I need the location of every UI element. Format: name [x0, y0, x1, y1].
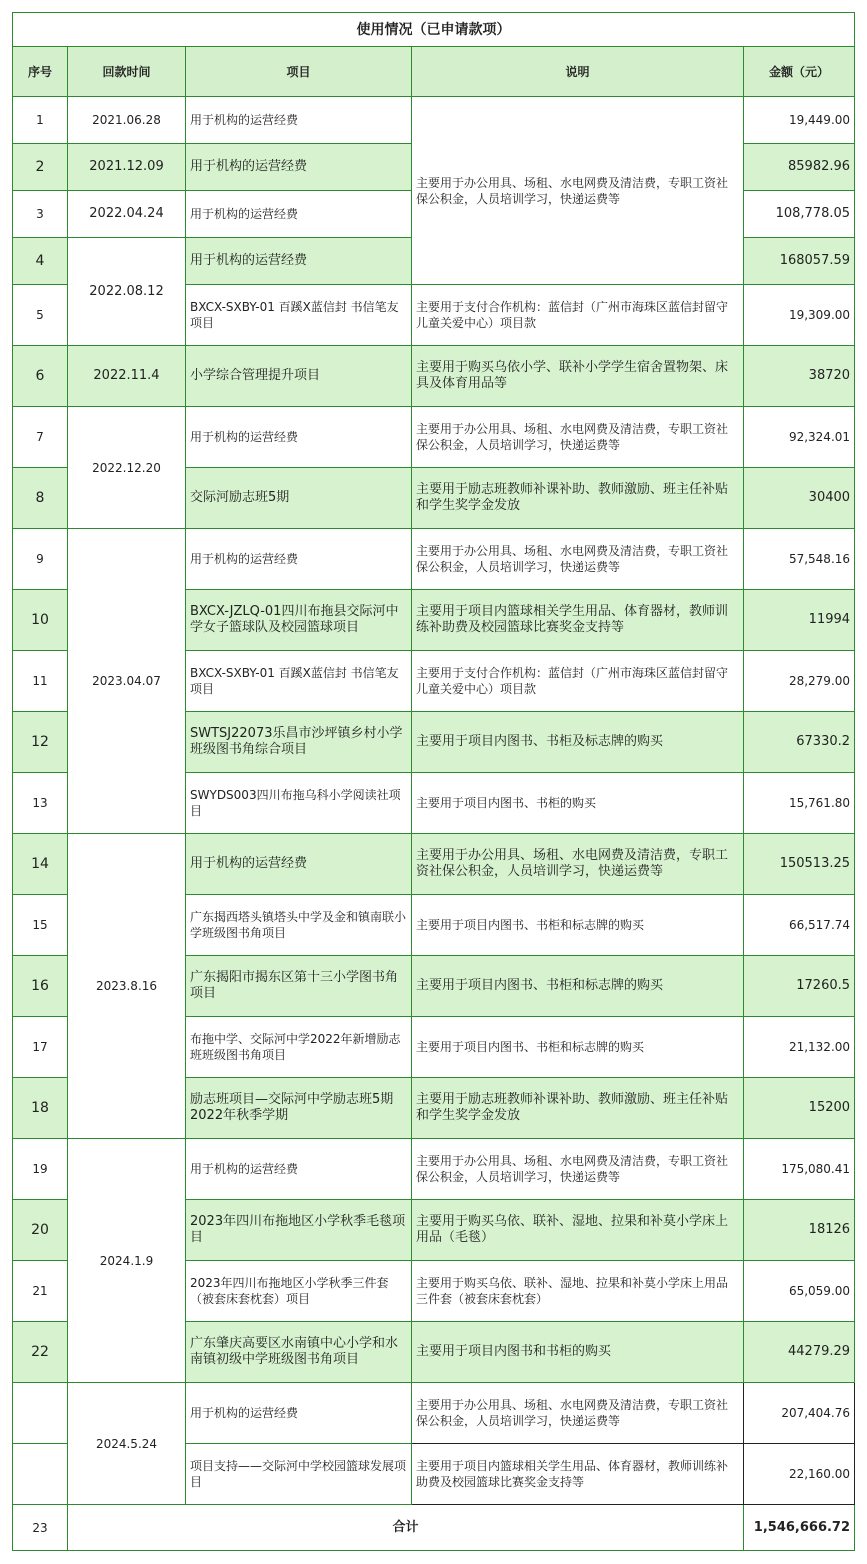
row-desc: 主要用于励志班教师补课补助、教师激励、班主任补贴和学生奖学金发放	[412, 1078, 744, 1139]
table-row	[13, 1383, 855, 1444]
row-desc: 主要用于办公用具、场租、水电网费及清洁费，专职工资社保公积金，人员培训学习，快递运费等	[412, 834, 744, 895]
total-no: 23	[13, 1505, 68, 1551]
row-date: 2022.12.20	[68, 407, 186, 529]
row-date: 2022.04.24	[68, 191, 186, 238]
row-date: 2024.1.9	[68, 1139, 186, 1383]
row-no: 12	[13, 712, 68, 773]
table-row	[13, 1139, 855, 1200]
row-desc: 主要用于支付合作机构：蓝信封（广州市海珠区蓝信封留守儿童关爱中心）项目款	[412, 285, 744, 346]
row-amount: 67330.2	[744, 712, 855, 773]
row-project: 用于机构的运营经费	[186, 834, 412, 895]
row-date: 2021.12.09	[68, 144, 186, 191]
row-project: 项目支持——交际河中学校园篮球发展项目	[186, 1444, 412, 1505]
row-date: 2021.06.28	[68, 97, 186, 144]
header-project: 项目	[186, 47, 412, 97]
row-no: 5	[13, 285, 68, 346]
row-desc: 主要用于项目内图书、书柜和标志牌的购买	[412, 956, 744, 1017]
row-amount: 207,404.76	[744, 1383, 855, 1444]
row-desc: 主要用于购买乌依、联补、湿地、拉果和补莫小学床上用品（毛毯）	[412, 1200, 744, 1261]
row-no: 14	[13, 834, 68, 895]
row-amount: 18126	[744, 1200, 855, 1261]
row-date: 2023.04.07	[68, 529, 186, 834]
row-project: 用于机构的运营经费	[186, 97, 412, 144]
row-no: 15	[13, 895, 68, 956]
row-amount: 30400	[744, 468, 855, 529]
table-title: 使用情况（已申请款项）	[13, 13, 855, 47]
row-amount: 168057.59	[744, 238, 855, 285]
row-project: BXCX-SXBY-01 百蹊X蓝信封 书信笔友项目	[186, 651, 412, 712]
row-no: 21	[13, 1261, 68, 1322]
row-amount: 15200	[744, 1078, 855, 1139]
table-row	[13, 97, 855, 144]
row-project: SWTSJ22073乐昌市沙坪镇乡村小学班级图书角综合项目	[186, 712, 412, 773]
total-label: 合计	[68, 1505, 744, 1551]
row-desc: 主要用于项目内篮球相关学生用品、体育器材，教师训练补助费及校园篮球比赛奖金支持等	[412, 590, 744, 651]
row-amount: 19,449.00	[744, 97, 855, 144]
row-no: 6	[13, 346, 68, 407]
row-project: 交际河励志班5期	[186, 468, 412, 529]
row-project: 用于机构的运营经费	[186, 1383, 412, 1444]
row-project: BXCX-JZLQ-01四川布拖县交际河中学女子篮球队及校园篮球项目	[186, 590, 412, 651]
row-amount: 17260.5	[744, 956, 855, 1017]
row-desc: 主要用于购买乌依小学、联补小学学生宿舍置物架、床具及体育用品等	[412, 346, 744, 407]
row-amount: 175,080.41	[744, 1139, 855, 1200]
total-row	[13, 1505, 855, 1551]
row-amount: 57,548.16	[744, 529, 855, 590]
row-no: 11	[13, 651, 68, 712]
header-desc: 说明	[412, 47, 744, 97]
row-amount: 85982.96	[744, 144, 855, 191]
row-amount: 19,309.00	[744, 285, 855, 346]
row-no: 20	[13, 1200, 68, 1261]
row-amount: 44279.29	[744, 1322, 855, 1383]
row-desc: 主要用于项目内图书、书柜的购买	[412, 773, 744, 834]
header-no: 序号	[13, 47, 68, 97]
row-project: 用于机构的运营经费	[186, 1139, 412, 1200]
usage-table	[12, 12, 855, 1551]
row-project: 用于机构的运营经费	[186, 407, 412, 468]
row-project: 广东揭西塔头镇塔头中学及金和镇南联小学班级图书角项目	[186, 895, 412, 956]
row-no: 18	[13, 1078, 68, 1139]
row-project: BXCX-SXBY-01 百蹊X蓝信封 书信笔友项目	[186, 285, 412, 346]
row-no: 9	[13, 529, 68, 590]
row-no: 7	[13, 407, 68, 468]
row-no: 2	[13, 144, 68, 191]
row-project: 用于机构的运营经费	[186, 529, 412, 590]
row-no: 4	[13, 238, 68, 285]
row-date: 2022.11.4	[68, 346, 186, 407]
row-desc: 主要用于项目内篮球相关学生用品、体育器材，教师训练补助费及校园篮球比赛奖金支持等	[412, 1444, 744, 1505]
row-amount: 150513.25	[744, 834, 855, 895]
row-desc: 主要用于项目内图书、书柜和标志牌的购买	[412, 1017, 744, 1078]
row-project: 用于机构的运营经费	[186, 238, 412, 285]
table-row	[13, 407, 855, 468]
row-no: 22	[13, 1322, 68, 1383]
row-project: 2023年四川布拖地区小学秋季三件套（被套床套枕套）项目	[186, 1261, 412, 1322]
row-no: 16	[13, 956, 68, 1017]
row-date: 2024.5.24	[68, 1383, 186, 1505]
header-date: 回款时间	[68, 47, 186, 97]
row-date: 2022.08.12	[68, 238, 186, 346]
row-project: 2023年四川布拖地区小学秋季毛毯项目	[186, 1200, 412, 1261]
table-row	[13, 529, 855, 590]
row-amount: 22,160.00	[744, 1444, 855, 1505]
row-desc: 主要用于办公用具、场租、水电网费及清洁费，专职工资社保公积金，人员培训学习，快递运费等	[412, 1139, 744, 1200]
row-project: 广东揭阳市揭东区第十三小学图书角项目	[186, 956, 412, 1017]
row-date: 2023.8.16	[68, 834, 186, 1139]
row-project: 励志班项目—交际河中学励志班5期2022年秋季学期	[186, 1078, 412, 1139]
row-amount: 11994	[744, 590, 855, 651]
row-desc: 主要用于项目内图书、书柜及标志牌的购买	[412, 712, 744, 773]
row-amount: 38720	[744, 346, 855, 407]
row-project: 用于机构的运营经费	[186, 144, 412, 191]
row-amount: 92,324.01	[744, 407, 855, 468]
row-amount: 21,132.00	[744, 1017, 855, 1078]
row-no: 8	[13, 468, 68, 529]
row-no	[13, 1444, 68, 1505]
row-desc: 主要用于办公用具、场租、水电网费及清洁费，专职工资社保公积金，人员培训学习，快递运费等	[412, 1383, 744, 1444]
row-no: 17	[13, 1017, 68, 1078]
row-project: 小学综合管理提升项目	[186, 346, 412, 407]
table-row	[13, 834, 855, 895]
row-amount: 66,517.74	[744, 895, 855, 956]
row-no: 13	[13, 773, 68, 834]
row-desc: 主要用于支付合作机构：蓝信封（广州市海珠区蓝信封留守儿童关爱中心）项目款	[412, 651, 744, 712]
row-desc: 主要用于办公用具、场租、水电网费及清洁费，专职工资社保公积金，人员培训学习，快递运费等	[412, 529, 744, 590]
row-project: 广东肇庆高要区水南镇中心小学和水南镇初级中学班级图书角项目	[186, 1322, 412, 1383]
row-desc: 主要用于励志班教师补课补助、教师激励、班主任补贴和学生奖学金发放	[412, 468, 744, 529]
table-row	[13, 346, 855, 407]
row-no: 1	[13, 97, 68, 144]
row-desc: 主要用于项目内图书和书柜的购买	[412, 1322, 744, 1383]
row-project: 用于机构的运营经费	[186, 191, 412, 238]
row-amount: 65,059.00	[744, 1261, 855, 1322]
row-desc: 主要用于项目内图书、书柜和标志牌的购买	[412, 895, 744, 956]
row-no	[13, 1383, 68, 1444]
row-no: 10	[13, 590, 68, 651]
row-desc: 主要用于办公用具、场租、水电网费及清洁费，专职工资社保公积金，人员培训学习，快递运费等	[412, 97, 744, 285]
row-amount: 108,778.05	[744, 191, 855, 238]
header-amount: 金额（元）	[744, 47, 855, 97]
total-amount: 1,546,666.72	[744, 1505, 855, 1551]
row-project: SWYDS003四川布拖乌科小学阅读社项目	[186, 773, 412, 834]
row-desc: 主要用于购买乌依、联补、湿地、拉果和补莫小学床上用品三件套（被套床套枕套）	[412, 1261, 744, 1322]
row-project: 布拖中学、交际河中学2022年新增励志班班级图书角项目	[186, 1017, 412, 1078]
row-amount: 15,761.80	[744, 773, 855, 834]
row-desc: 主要用于办公用具、场租、水电网费及清洁费，专职工资社保公积金，人员培训学习，快递运费等	[412, 407, 744, 468]
row-amount: 28,279.00	[744, 651, 855, 712]
row-no: 3	[13, 191, 68, 238]
row-no: 19	[13, 1139, 68, 1200]
